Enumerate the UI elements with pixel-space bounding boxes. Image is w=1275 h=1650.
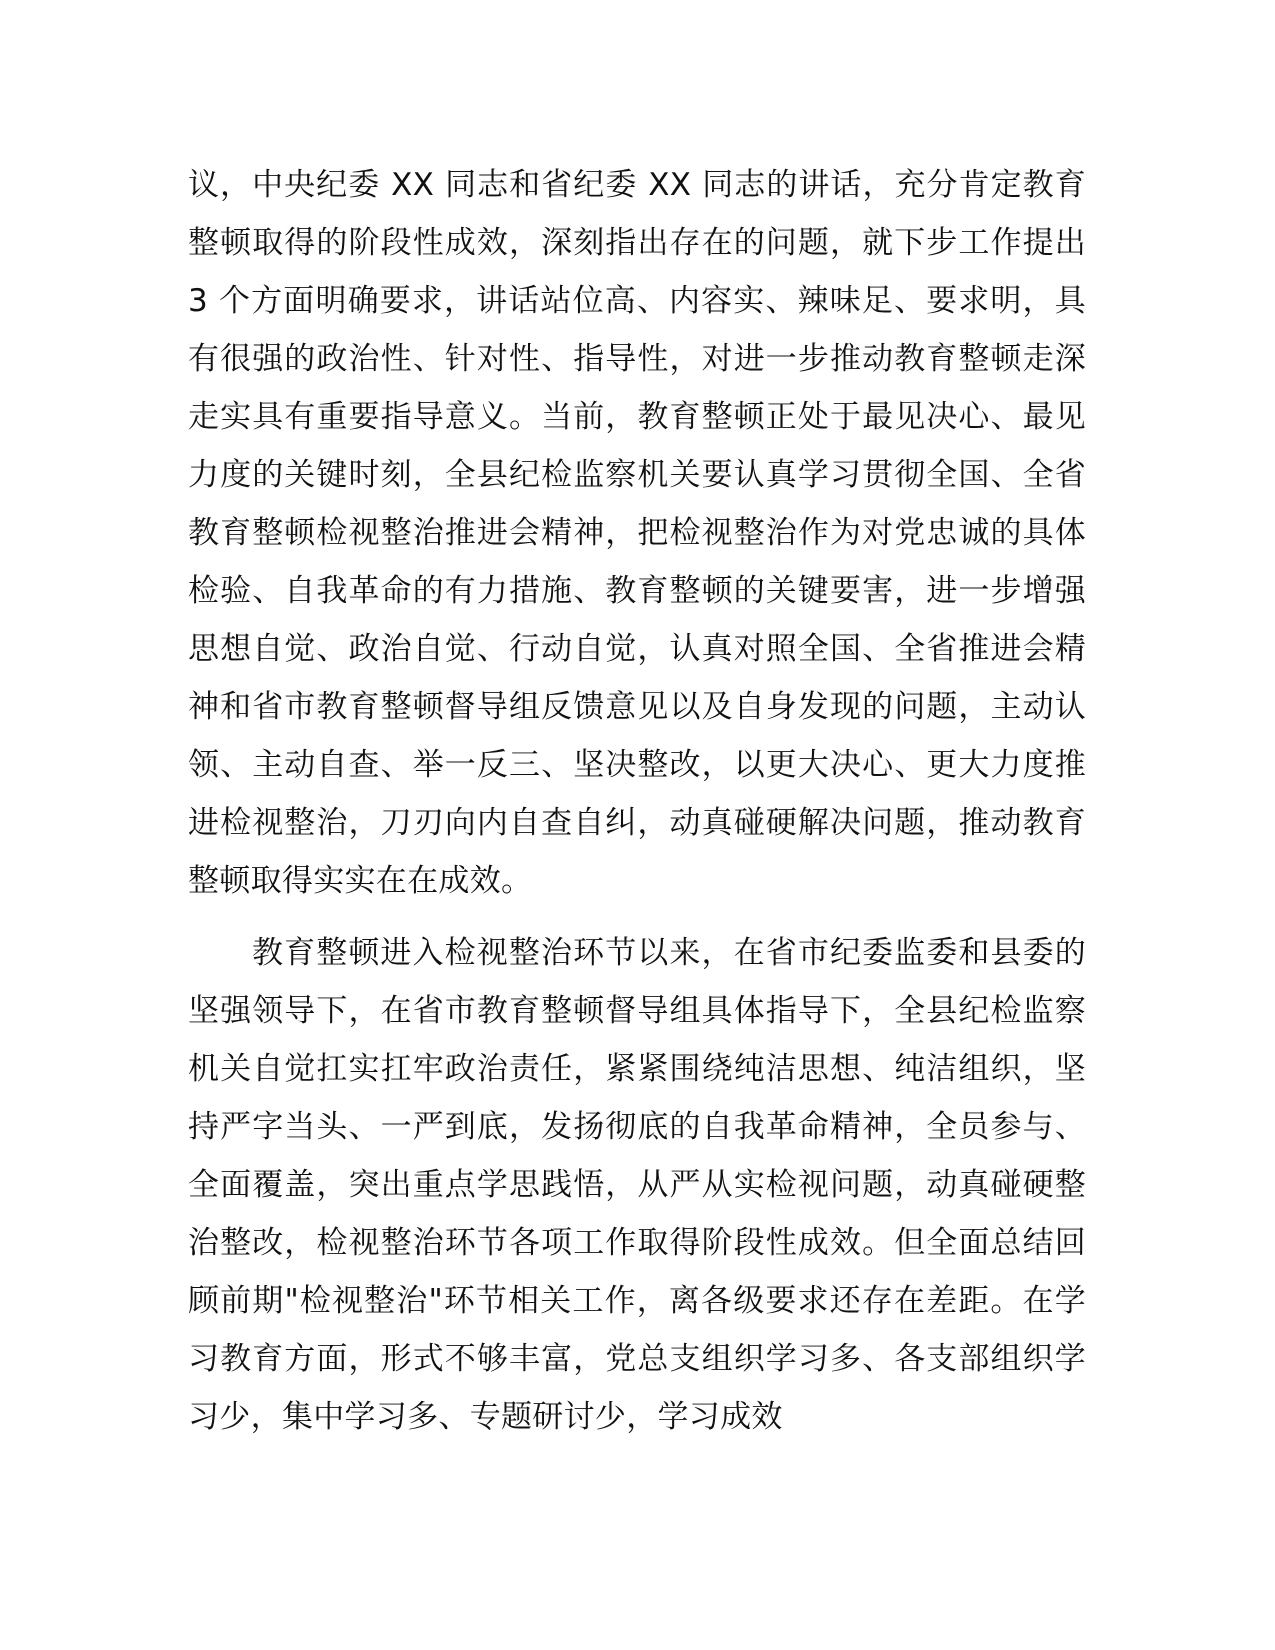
body-paragraph: 教育整顿进入检视整治环节以来，在省市纪委监委和县委的坚强领导下，在省市教育整顿督导组具体指导下，全县纪检监察机关自觉扛实扛牢政治责任，紧紧围绕纯洁思想、纯洁组织，坚持严字当头、一严到底，发扬彻底的自我革命精神，全员参与、全面覆盖，突出重点学思践悟，从严从实检视问题，动真碰硬整治整改，检视整治环节各项工作取得阶段性成效。但全面总结回顾前期"检视整治"环节相关工作，离各级要求还存在差距。在学习教育方面，形式不够丰富，党总支组织学习多、各支部组织学习少，集中学习多、专题研讨少，学习成效 <box>188 935 1086 1435</box>
body-paragraph: 议，中央纪委 XX 同志和省纪委 XX 同志的讲话，充分肯定教育整顿取得的阶段性成效，深刻指出存在的问题，就下步工作提出 3 个方面明确要求，讲话站位高、内容实、辣味足、要求明，具有很强的政治性、针对性、指导性，对进一步推动教育整顿走深走实具有重要指导意义。当前，教育整顿正处于最见决心、最见力度的关键时刻，全县纪检监察机关要认真学习贯彻全国、全省教育整顿检视整治推进会精神，把检视整治作为对党忠诚的具体检验、自我革命的有力措施、教育整顿的关键要害，进一步增强思想自觉、政治自觉、行动自觉，认真对照全国、全省推进会精神和省市教育整顿督导组反馈意见以及自身发现的问题，主动认领、主动自查、举一反三、坚决整改，以更大决心、更大力度推进检视整治，刀刃向内自查自纠，动真碰硬解决问题，推动教育整顿取得实实在在成效。 <box>188 167 1086 899</box>
